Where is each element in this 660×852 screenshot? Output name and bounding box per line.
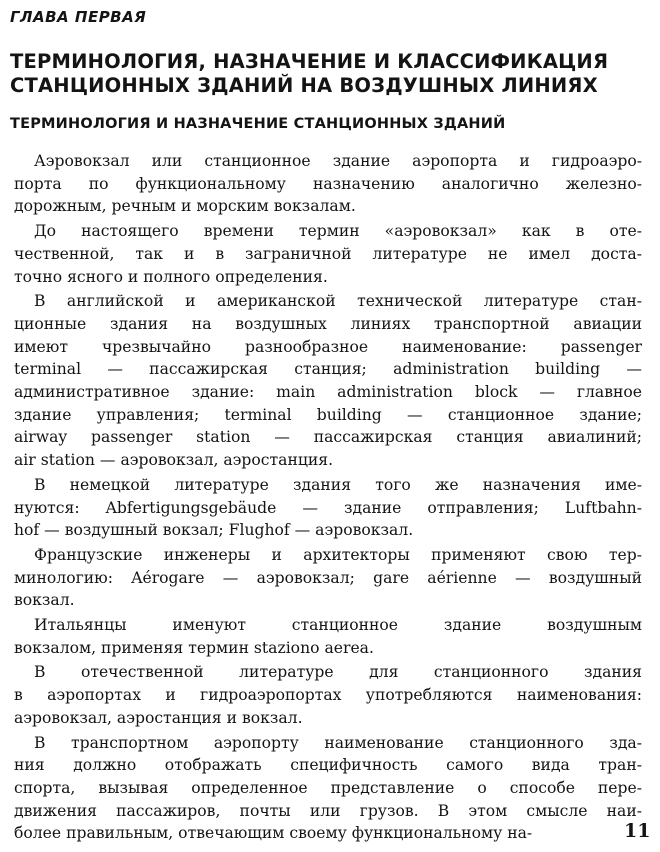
paragraph bbox=[14, 150, 642, 218]
text-line: В отечественной литературе для станционного здания bbox=[34, 663, 642, 682]
text-line: До настоящего времени термин «аэровокзал» как в оте- bbox=[34, 222, 642, 241]
text-line: ния должно отображать специфичность самого вида тран- bbox=[14, 756, 642, 775]
chapter-label: ГЛАВА ПЕРВАЯ bbox=[10, 8, 147, 26]
text-line: air station — аэровокзал, аэростанция. bbox=[14, 451, 334, 470]
text-line: дорожным, речным и морским вокзалам. bbox=[14, 197, 356, 216]
text-line: здание управления; terminal building — станционное здание; bbox=[14, 405, 642, 424]
paragraph bbox=[14, 290, 642, 472]
chapter-title bbox=[10, 50, 650, 98]
text-line: точно ясного и полного определения. bbox=[14, 267, 328, 286]
text-line: Аэровокзал или станционное здание аэропорта и гидроаэро- bbox=[34, 152, 642, 170]
text-line: airway passenger station — пассажирская станция авиалиний; bbox=[14, 428, 642, 447]
text-line: порта по функциональному назначению аналогично железно- bbox=[14, 174, 642, 193]
text-line: В английской и американской технической литературе стан- bbox=[34, 292, 642, 311]
text-line: в аэропортах и гидроаэропортах употребляются наименования: bbox=[14, 686, 642, 705]
title-line: ТЕРМИНОЛОГИЯ, НАЗНАЧЕНИЕ И КЛАССИФИКАЦИЯ bbox=[10, 50, 609, 73]
text-line: аэровокзал, аэростанция и вокзал. bbox=[14, 708, 303, 727]
text-line: более правильным, отвечающим своему функциональному на- bbox=[14, 824, 533, 843]
text-line: спорта, вызывая определенное представление о способе пере- bbox=[14, 778, 642, 797]
body-text bbox=[14, 150, 642, 847]
text-line: Французские инженеры и архитекторы применяют свою тер- bbox=[34, 545, 642, 564]
text-line: имеют чрезвычайно разнообразное наименование: passenger bbox=[14, 337, 642, 356]
text-line: terminal — пассажирская станция; administration building — bbox=[14, 360, 642, 379]
text-line: нуются: Abfertigungsgebäude — здание отправления; Luftbahn- bbox=[14, 498, 642, 517]
text-line: В немецкой литературе здания того же назначения име- bbox=[34, 475, 642, 494]
text-line: В транспортном аэропорту наименование станционного зда- bbox=[34, 733, 642, 752]
paragraph bbox=[14, 544, 642, 612]
text-line: минологию: Aérogare — аэровокзал; gare aérienne — воздушный bbox=[14, 568, 642, 587]
paragraph bbox=[14, 614, 642, 659]
title-line: СТАНЦИОННЫХ ЗДАНИЙ НА ВОЗДУШНЫХ ЛИНИЯХ bbox=[10, 74, 598, 97]
text-line: чественной, так и в заграничной литературе не имел доста- bbox=[14, 244, 642, 263]
text-line: вокзалом, применяя термин staziono aerea. bbox=[14, 638, 374, 657]
paragraph bbox=[14, 474, 642, 542]
text-line: движения пассажиров, почты или грузов. В этом смысле наи- bbox=[14, 801, 642, 820]
text-line: Итальянцы именуют станционное здание воздушным bbox=[34, 616, 642, 635]
text-line: вокзал. bbox=[14, 591, 75, 610]
paragraph bbox=[14, 661, 642, 729]
paragraph bbox=[14, 220, 642, 288]
text-line: ционные здания на воздушных линиях транспортной авиации bbox=[14, 314, 642, 333]
text-line: административное здание: main administration block — главное bbox=[14, 383, 642, 402]
text-line: hof — воздушный вокзал; Flughof — аэровокзал. bbox=[14, 521, 414, 540]
page-number: 11 bbox=[624, 820, 651, 842]
section-subtitle: ТЕРМИНОЛОГИЯ И НАЗНАЧЕНИЕ СТАНЦИОННЫХ ЗДАНИЙ bbox=[10, 116, 506, 132]
paragraph bbox=[14, 732, 642, 846]
